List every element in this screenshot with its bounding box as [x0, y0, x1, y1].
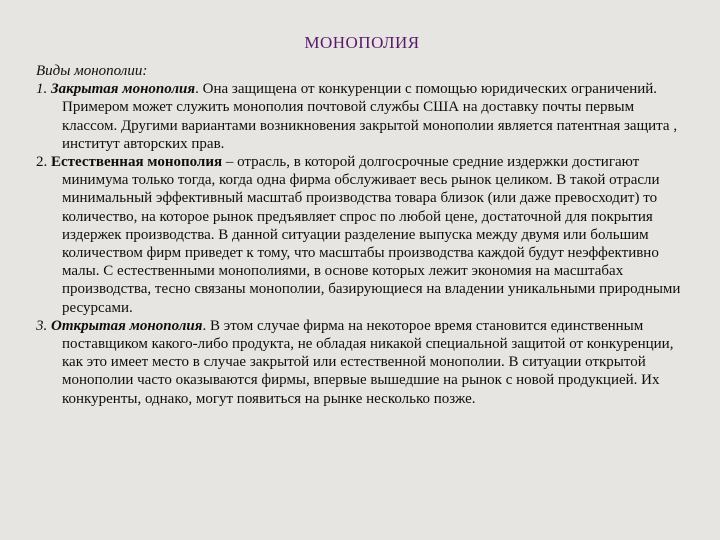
- item-name: Открытая монополия: [51, 317, 203, 334]
- item-number: 1.: [36, 81, 48, 98]
- list-item-closed-monopoly: [36, 80, 686, 153]
- list-item-open-monopoly: [36, 317, 686, 408]
- item-name: Естественная монополия: [51, 154, 223, 171]
- list-item-natural-monopoly: [36, 153, 686, 317]
- list-heading: Виды монополии:: [36, 63, 148, 79]
- slide-body: [36, 62, 686, 408]
- slide-title: [0, 33, 720, 53]
- item-text: – отрасль, в которой долгосрочные средние издержки достигают минимума только тогда, когда одна фирма обслуживает весь рынок целиком. В такой отрасли минимальный эффективный масштаб производства товара близок (или даже превосходит) то количество, на которое рынок предъявляет спрос по любой цене, достаточной для покрытия издержек производства. В данной ситуации разделение выпуска между двумя или большим количеством фирм приведет к тому, что масштабы производства каждой будут неэффективно малы. С естественными монополиями, в основе которых лежит экономия на масштабах производства, тесно связаны монополии, базирующиеся на владении уникальными природными ресурсами.: [62, 154, 681, 316]
- item-text: . Она защищена от конкуренции с помощью юридических ограничений. Примером может служить монополия почтовой службы США на доставку почты первым классом. Другими вариантами возникновения закрытой монополии является патентная защита , институт авторских прав.: [62, 81, 678, 152]
- item-name: Закрытая монополия: [51, 81, 196, 98]
- item-number: 3.: [36, 317, 48, 334]
- slide-title-text: МОНОПОЛИЯ: [304, 33, 420, 52]
- item-text: . В этом случае фирма на некоторое время становится единственным поставщиком какого-либо продукта, не обладая никакой специальной защитой от конкуренции, как это имеет место в случае закрытой или естественной монополии. В ситуации открытой монополии часто оказываются фирмы, впервые вышедшие на рынок с новой продукцией. Их конкуренты, однако, могут появиться на рынке несколько позже.: [62, 317, 674, 407]
- item-number: 2.: [36, 154, 48, 171]
